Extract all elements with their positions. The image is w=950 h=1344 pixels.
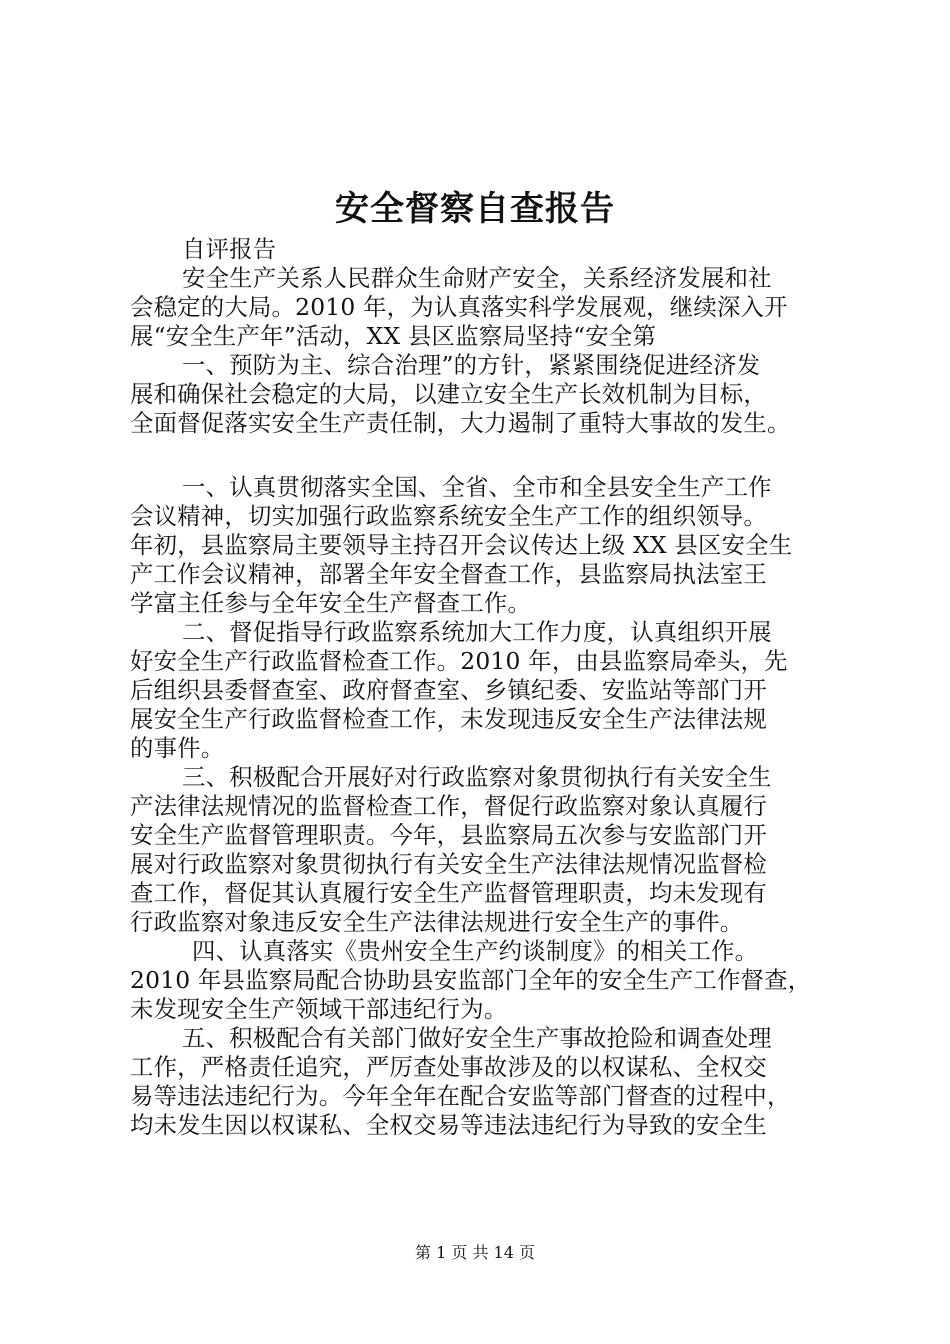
text-line: 三、积极配合开展好对行政监察对象贯彻执行有关安全生: [182, 763, 772, 791]
text-line: 四、认真落实《贵州安全生产约谈制度》的相关工作。: [192, 937, 759, 965]
text-line: 后组织县委督查室、政府督查室、乡镇纪委、安监站等部门开: [130, 676, 767, 704]
text-line: 安全生产关系人民群众生命财产安全，关系经济发展和社: [182, 264, 772, 292]
text-line: 展和确保社会稳定的大局，以建立安全生产长效机制为目标，: [130, 380, 767, 408]
text-line: 会议精神，切实加强行政监察系统安全生产工作的组织领导。: [130, 502, 767, 530]
text-line: 会稳定的大局。2010 年，为认真落实科学发展观，继续深入开: [130, 293, 788, 321]
text-line: 安全生产监督管理职责。今年，县监察局五次参与安监部门开: [130, 821, 767, 849]
text-line: 一、预防为主、综合治理”的方针，紧紧围绕促进经济发: [182, 351, 761, 379]
text-line: 产工作会议精神，部署全年安全督查工作，县监察局执法室王: [130, 560, 767, 588]
text-line: 展对行政监察对象贯彻执行有关安全生产法律法规情况监督检: [130, 850, 767, 878]
text-line: 全面督促落实安全生产责任制，大力遏制了重特大事故的发生。: [130, 409, 791, 437]
text-line: 好安全生产行政监督检查工作。2010 年，由县监察局牵头，先: [130, 647, 788, 675]
text-line: 均未发生因以权谋私、全权交易等违法违纪行为导致的安全生: [130, 1111, 767, 1139]
text-line: 学富主任参与全年安全生产督查工作。: [130, 589, 532, 617]
text-line: 一、认真贯彻落实全国、全省、全市和全县安全生产工作: [182, 473, 772, 501]
text-line: 工作，严格责任追究，严厉查处事故涉及的以权谋私、全权交: [130, 1053, 767, 1081]
page-footer: 第 1 页 共 14 页: [415, 1243, 535, 1262]
text-line: 二、督促指导行政监察系统加大工作力度，认真组织开展: [182, 618, 772, 646]
text-line: 展安全生产行政监督检查工作，未发现违反安全生产法律法规: [130, 705, 767, 733]
page-title: 安全督察自查报告: [335, 189, 615, 229]
text-line: 查工作，督促其认真履行安全生产监督管理职责，均未发现有: [130, 879, 767, 907]
text-line: 的事件。: [130, 734, 225, 762]
text-line: 未发现安全生产领域干部违纪行为。: [130, 995, 508, 1023]
text-line: 易等违法违纪行为。今年全年在配合安监等部门督查的过程中，: [130, 1082, 791, 1110]
text-line: 自评报告: [182, 235, 277, 263]
text-line: 五、积极配合有关部门做好安全生产事故抢险和调查处理: [182, 1024, 772, 1052]
text-line: 产法律法规情况的监督检查工作，督促行政监察对象认真履行: [130, 792, 767, 820]
text-line: 展“安全生产年”活动，XX 县区监察局坚持“安全第: [130, 322, 657, 350]
text-line: 年初，县监察局主要领导主持召开会议传达上级 XX 县区安全生: [130, 531, 793, 559]
text-line: 行政监察对象违反安全生产法律法规进行安全生产的事件。: [130, 908, 744, 936]
text-line: 2010 年县监察局配合协助县安监部门全年的安全生产工作督查，: [130, 966, 812, 994]
